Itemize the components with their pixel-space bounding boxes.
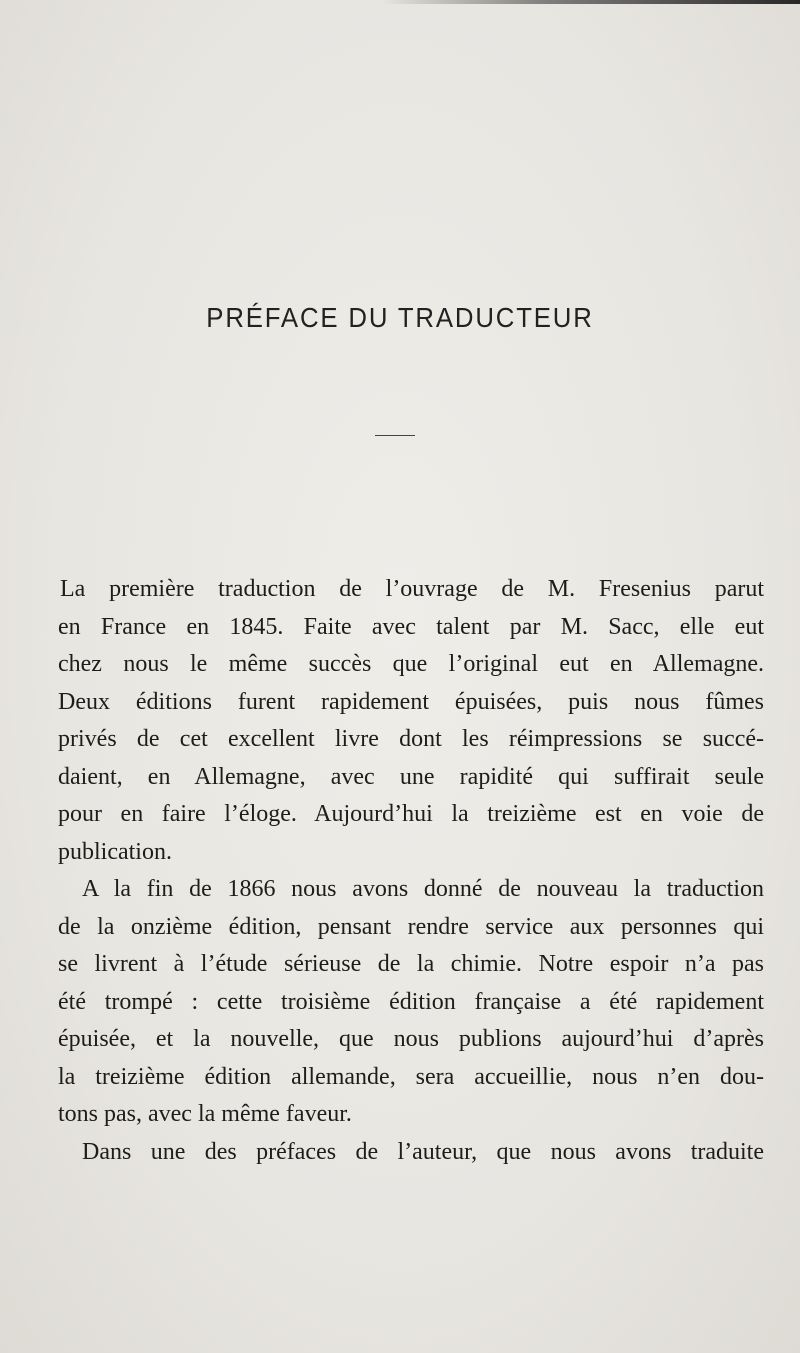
page-title: PRÉFACE DU TRADUCTEUR [206, 302, 594, 333]
page-edge-shadow [380, 0, 800, 4]
text-line: la treizième édition allemande, sera accueillie, nous n’en dou- [58, 1063, 764, 1090]
text-line: A la fin de 1866 nous avons donné de nouveau la traduction [82, 876, 764, 902]
text-line: privés de cet excellent livre dont les réimpressions se succé- [58, 726, 764, 752]
text-line: épuisée, et la nouvelle, que nous publions aujourd’hui d’après [58, 1026, 764, 1052]
text-line: chez nous le même succès que l’original eut en Allemagne. [58, 651, 764, 677]
text-line: été trompé : cette troisième édition française a été rapidement [58, 988, 764, 1015]
text-line: La première traduction de l’ouvrage de M. Fresenius parut [60, 576, 764, 602]
preface-body [58, 571, 764, 1171]
text-line: daient, en Allemagne, avec une rapidité qui suffirait seule [58, 763, 764, 790]
text-line: se livrent à l’étude sérieuse de la chimie. Notre espoir n’a pas [58, 951, 764, 977]
text-line: Deux éditions furent rapidement épuisées, puis nous fûmes [58, 688, 764, 715]
title-divider [375, 435, 415, 436]
text-line: de la onzième édition, pensant rendre service aux personnes qui [58, 913, 764, 940]
text-line: tons pas, avec la même faveur. [58, 1101, 352, 1127]
text-line: Dans une des préfaces de l’auteur, que nous avons traduite [82, 1138, 764, 1165]
text-line: publication. [58, 838, 172, 865]
text-line: en France en 1845. Faite avec talent par M. Sacc, elle eut [58, 613, 764, 640]
text-line: pour en faire l’éloge. Aujourd’hui la treizième est en voie de [58, 801, 764, 827]
